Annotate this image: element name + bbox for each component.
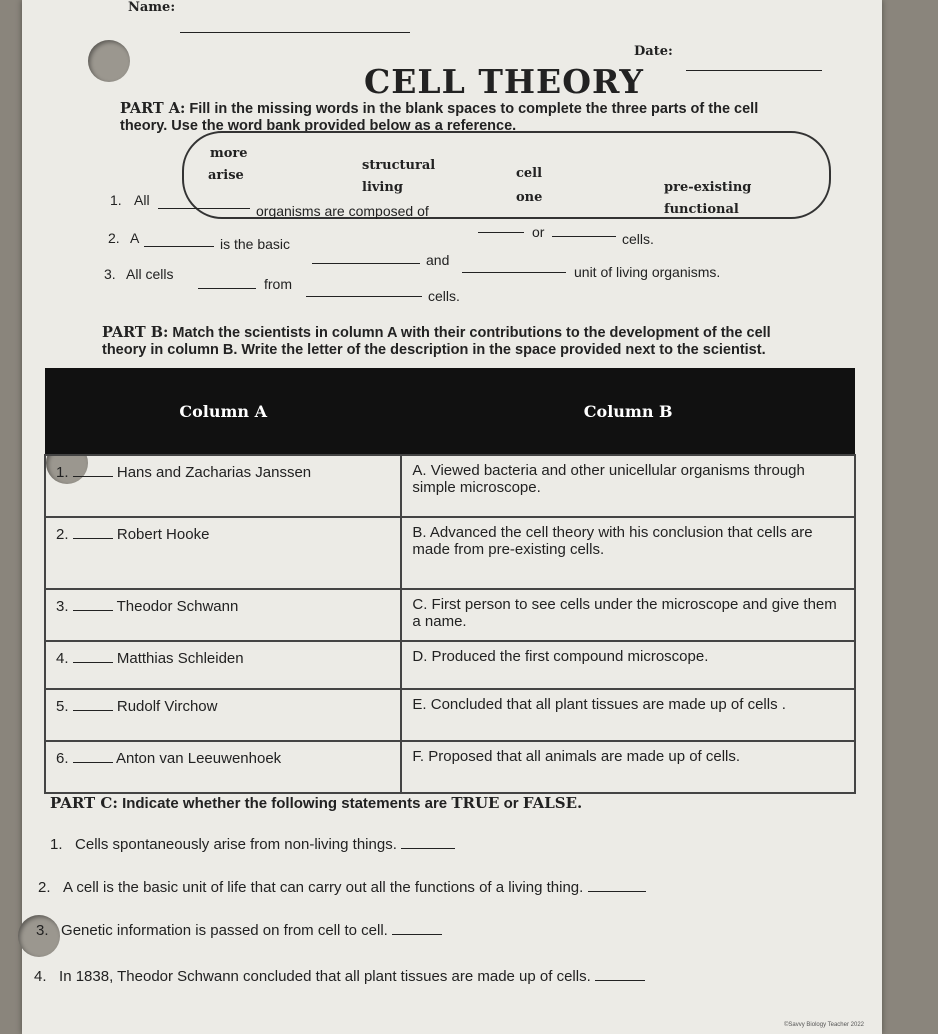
row-number: 5. [56, 698, 69, 715]
row-number: 2. [56, 526, 69, 543]
sentence-number: 3. [104, 266, 116, 282]
false-word: FALSE. [522, 794, 583, 812]
matching-table [44, 368, 856, 794]
part-b-instructions-line1: Match the scientists in column A with their contributions to the development of the cell [172, 325, 771, 341]
answer-blank[interactable] [306, 282, 422, 297]
name-label: Name: [128, 0, 176, 15]
true-false-statement [34, 966, 645, 985]
date-field[interactable] [686, 56, 822, 71]
statement-text: A cell is the basic unit of life that can carry out all the functions of a living thing. [63, 879, 584, 896]
statement-number: 3. [36, 922, 49, 939]
statement-number: 2. [38, 879, 51, 896]
part-c-instructions-text: Indicate whether the following statements are [122, 795, 448, 812]
part-c-instructions [50, 794, 582, 812]
word-bank-item: cell [516, 166, 543, 181]
true-false-statement [38, 877, 646, 896]
row-number: 6. [56, 750, 69, 767]
column-b-header: Column B [401, 368, 855, 455]
sentence-text: cells. [428, 288, 460, 304]
word-bank-item: one [516, 190, 543, 205]
part-b-instructions [102, 324, 872, 359]
sentence-text: and [426, 252, 450, 268]
sentence-text: cells. [622, 231, 654, 247]
copyright-footer: ©Savvy Biology Teacher 2022 [783, 1022, 864, 1028]
description-cell: F. Proposed that all animals are made up of cells. [401, 741, 855, 793]
answer-blank[interactable] [144, 232, 214, 247]
sentence-text: All [134, 192, 150, 208]
part-a-instructions-line2: theory. Use the word bank provided below as a reference. [120, 118, 517, 134]
sentence-text: unit of living organisms. [574, 264, 721, 280]
sentence-text: organisms are composed of [256, 203, 429, 219]
answer-blank[interactable] [73, 596, 113, 611]
answer-blank[interactable] [462, 258, 566, 273]
part-a-instructions [120, 100, 840, 135]
scientist-cell [45, 589, 401, 641]
sentence-text: All cells [126, 266, 174, 282]
part-b-label: PART B: [102, 324, 169, 341]
answer-blank[interactable] [73, 524, 113, 539]
or-word: or [503, 795, 519, 812]
page-title: CELL THEORY [364, 62, 644, 101]
word-bank-item: arise [208, 168, 244, 183]
word-bank-item: more [210, 146, 248, 161]
statement-text: Cells spontaneously arise from non-living things. [75, 836, 397, 853]
scientist-cell [45, 455, 401, 517]
row-number: 1. [56, 464, 69, 481]
table-row [45, 589, 855, 641]
answer-blank[interactable] [198, 274, 256, 289]
description-cell: D. Produced the first compound microscope. [401, 641, 855, 689]
table-row [45, 455, 855, 517]
table-row [45, 641, 855, 689]
answer-blank[interactable] [552, 222, 616, 237]
word-bank-item: living [362, 180, 403, 195]
answer-blank[interactable] [478, 218, 524, 233]
date-label: Date: [634, 44, 673, 59]
scientist-name: Robert Hooke [116, 526, 210, 543]
scientist-cell [45, 641, 401, 689]
sentence-text: A [130, 230, 140, 246]
punch-hole [88, 40, 130, 82]
sentence-text: from [264, 276, 292, 292]
description-cell: C. First person to see cells under the microscope and give them a name. [401, 589, 855, 641]
true-false-statement [50, 834, 455, 853]
scientist-name: Anton van Leeuwenhoek [116, 750, 282, 767]
scientist-cell [45, 741, 401, 793]
worksheet-page [22, 0, 882, 1034]
row-number: 4. [56, 650, 69, 667]
sentence-number: 2. [108, 230, 120, 246]
answer-blank[interactable] [312, 249, 420, 264]
word-bank-item: structural [362, 158, 436, 173]
description-cell: E. Concluded that all plant tissues are made up of cells . [401, 689, 855, 741]
answer-blank[interactable] [392, 920, 442, 935]
part-b-instructions-line2: theory in column B. Write the letter of the description in the space provided next to the scientist. [102, 342, 766, 358]
description-cell: A. Viewed bacteria and other unicellular organisms through simple microscope. [401, 455, 855, 517]
scientist-name: Rudolf Virchow [116, 698, 218, 715]
column-a-header: Column A [45, 368, 401, 455]
statement-text: Genetic information is passed on from cell to cell. [61, 922, 388, 939]
description-cell: B. Advanced the cell theory with his conclusion that cells are made from pre-existing cells. [401, 517, 855, 589]
part-a-label: PART A: [120, 100, 186, 117]
scientist-name: Hans and Zacharias Janssen [116, 464, 312, 481]
part-c-label: PART C: [50, 794, 118, 812]
scientist-name: Matthias Schleiden [116, 650, 244, 667]
sentence-text: or [532, 224, 545, 240]
row-number: 3. [56, 598, 69, 615]
answer-blank[interactable] [401, 834, 455, 849]
answer-blank[interactable] [158, 194, 250, 209]
answer-blank[interactable] [73, 648, 113, 663]
table-row [45, 689, 855, 741]
answer-blank[interactable] [73, 462, 113, 477]
table-row [45, 517, 855, 589]
answer-blank[interactable] [73, 696, 113, 711]
scientist-cell [45, 517, 401, 589]
word-bank-item: pre-existing [664, 180, 752, 195]
word-bank-item: functional [664, 202, 739, 217]
statement-number: 4. [34, 968, 47, 985]
answer-blank[interactable] [595, 966, 645, 981]
answer-blank[interactable] [73, 748, 113, 763]
sentence-text: is the basic [220, 236, 291, 252]
true-false-statement [36, 920, 442, 939]
scientist-cell [45, 689, 401, 741]
scientist-name: Theodor Schwann [116, 598, 239, 615]
statement-text: In 1838, Theodor Schwann concluded that all plant tissues are made up of cells. [59, 968, 591, 985]
statement-number: 1. [50, 836, 63, 853]
answer-blank[interactable] [588, 877, 646, 892]
true-word: TRUE [451, 794, 500, 812]
name-field[interactable] [180, 18, 410, 33]
sentence-number: 1. [110, 192, 122, 208]
table-row [45, 741, 855, 793]
part-a-instructions-line1: Fill in the missing words in the blank spaces to complete the three parts of the cell [189, 101, 759, 117]
